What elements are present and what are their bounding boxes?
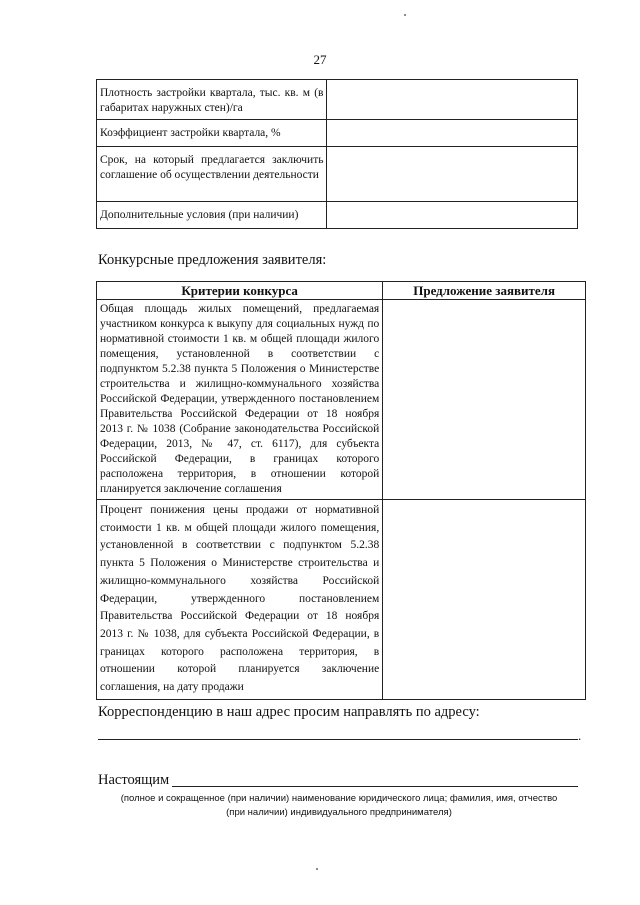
table-row [97,300,586,500]
table-row [97,80,578,120]
row-label: Коэффициент застройки квартала, % [97,120,327,147]
scan-speck [316,868,318,870]
page-number: 27 [313,52,327,67]
address-fill-line [98,738,578,740]
criterion-text: Общая площадь жилых помещений, предлагаемая участником конкурса к выкупу для социальных нужд по нормативной стоимости 1 кв. м общей площади жилого помещения, установленной в соответствии с подпунктом 5.2.38 пункта 5 Положения о Министерстве строительства и жилищно-коммунального хозяйства Российской Федерации, утвержденного постановлением Правительства Российской Федерации от 18 ноября 2013 г. № 1038 (Собрание законодательства Российской Федерации, 2013, № 47, ст. 6117), для субъекта Российской Федерации, в границах которого расположена территория, в отношении которой планируется заключение соглашения [97,300,383,500]
criteria-table [96,281,586,700]
row-label: Дополнительные условия (при наличии) [97,202,327,229]
applicant-caption [96,792,582,820]
proposals-heading: Конкурсные предложения заявителя: [98,252,327,268]
row-label: Срок, на который предлагается заключить соглашение об осуществлении деятельности [97,147,327,202]
row-label: Плотность застройки квартала, тыс. кв. м (в габаритах наружных стен)/га [97,80,327,120]
row-value [327,147,578,202]
table-row [97,120,578,147]
applicant-name-fill-line [172,785,578,787]
column-header-proposal: Предложение заявителя [383,282,586,300]
table-row [97,147,578,202]
proposal-cell [383,300,586,500]
table-row [97,202,578,229]
parameters-table [96,79,578,229]
line-end-mark: . [578,728,582,743]
row-value [327,120,578,147]
column-header-criteria: Критерии конкурса [97,282,383,300]
row-value [327,202,578,229]
caption-line: (полное и сокращенное (при наличии) наименование юридического лица; фамилия, имя, отчество [120,793,558,804]
proposal-cell [383,500,586,700]
caption-line: (при наличии) индивидуального предпринимателя) [226,807,452,818]
table-header-row [97,282,586,300]
criterion-text: Процент понижения цены продажи от нормативной стоимости 1 кв. м общей площади жилого помещения, установленной в соответствии с подпунктом 5.2.38 пункта 5 Положения о Министерстве строительства и жилищно-коммунального хозяйства Российской Федерации, утвержденного постановлением Правительства Российской Федерации от 18 ноября 2013 г. № 1038, для субъекта Российской Федерации, в границах которого расположена территория, в отношении которой планируется заключение соглашения, на дату продажи [97,500,383,700]
correspondence-text: Корреспонденцию в наш адрес просим направлять по адресу: [98,704,480,720]
row-value [327,80,578,120]
scan-speck [404,14,406,16]
table-row [97,500,586,700]
hereby-label: Настоящим [98,772,170,788]
